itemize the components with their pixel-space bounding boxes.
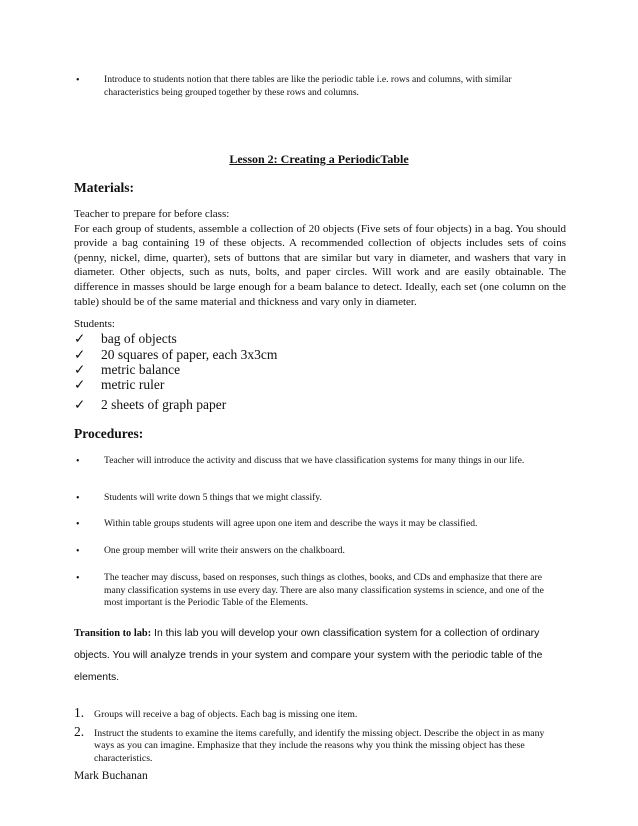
- bullet-icon: •: [76, 75, 80, 86]
- procedure-item: Teacher will introduce the activity and discuss that we have classification systems for many things in our life.: [104, 455, 525, 466]
- bullet-icon: •: [76, 573, 80, 584]
- procedure-item: The teacher may discuss, based on responses, such things as clothes, books, and CDs and emphasize that there are many classification systems in use every day. There are also many classification systems in science, and one of the most important is the Periodic Table of the Elements.: [104, 572, 544, 609]
- footer-author: Mark Buchanan: [74, 770, 148, 782]
- checkmark-icon: ✓: [74, 331, 86, 346]
- transition-label: Transition to lab:: [74, 628, 152, 639]
- bullet-icon: •: [76, 546, 80, 557]
- procedure-item: Students will write down 5 things that we might classify.: [104, 492, 322, 503]
- materials-intro: Teacher to prepare for before class:: [74, 208, 230, 220]
- checkmark-icon: ✓: [74, 377, 86, 392]
- lesson-title: Lesson 2: Creating a PeriodicTable: [229, 152, 409, 166]
- check-item: ✓ 20 squares of paper, each 3x3cm: [74, 347, 278, 362]
- check-item: ✓ 2 sheets of graph paper: [74, 397, 227, 412]
- transition-paragraph: [74, 623, 564, 689]
- materials-paragraph: For each group of students, assemble a collection of 20 objects (Five sets of four objects) in a bag. You should provide a bag containing 19 of these objects. A recommended collection of objects includes sets of coins (penny, nickel, dime, quarter), sets of buttons that are similar but vary in diameter, and washers that vary in diameter. Other objects, such as nuts, bolts, and paper circles. Will work and are easily obtainable. The difference in masses should be large enough for a beam balance to detect. Ideally, each set (one column on the table) should be of the same material and thickness and vary only in diameter.: [74, 222, 566, 308]
- bullet-icon: •: [76, 456, 80, 467]
- intro-bullet-text: Introduce to students notion that there tables are like the periodic table i.e. rows and columns, with similar characteristics being grouped together by these rows and columns.: [104, 74, 512, 98]
- transition-text: In this lab you will develop your own classification system for a collection of ordinary objects. You will analyze trends in your system and compare your system with the periodic table of the elements.: [74, 628, 543, 683]
- materials-heading: Materials:: [74, 180, 134, 195]
- procedures-heading: Procedures:: [74, 426, 144, 441]
- bullet-icon: •: [76, 493, 80, 504]
- checkmark-icon: ✓: [74, 397, 86, 412]
- check-item: ✓ bag of objects: [74, 331, 177, 346]
- check-item: ✓ metric balance: [74, 362, 181, 377]
- step-text: Instruct the students to examine the items carefully, and identify the missing object. Describe the object in as many ways as you can imagine. Emphasize that they include the reasons why you think the missing object has these characteristics.: [94, 728, 545, 764]
- checkmark-icon: ✓: [74, 347, 86, 362]
- step-text: Groups will receive a bag of objects. Each bag is missing one item.: [94, 709, 358, 720]
- check-item: ✓ metric ruler: [74, 377, 165, 392]
- students-label: Students:: [74, 318, 115, 330]
- procedure-item: Within table groups students will agree upon one item and describe the ways it may be classified.: [104, 518, 478, 529]
- step-number: 1.: [74, 705, 85, 720]
- procedure-item: One group member will write their answers on the chalkboard.: [104, 545, 345, 556]
- step-number: 2.: [74, 724, 85, 739]
- checkmark-icon: ✓: [74, 362, 86, 377]
- bullet-icon: •: [76, 519, 80, 530]
